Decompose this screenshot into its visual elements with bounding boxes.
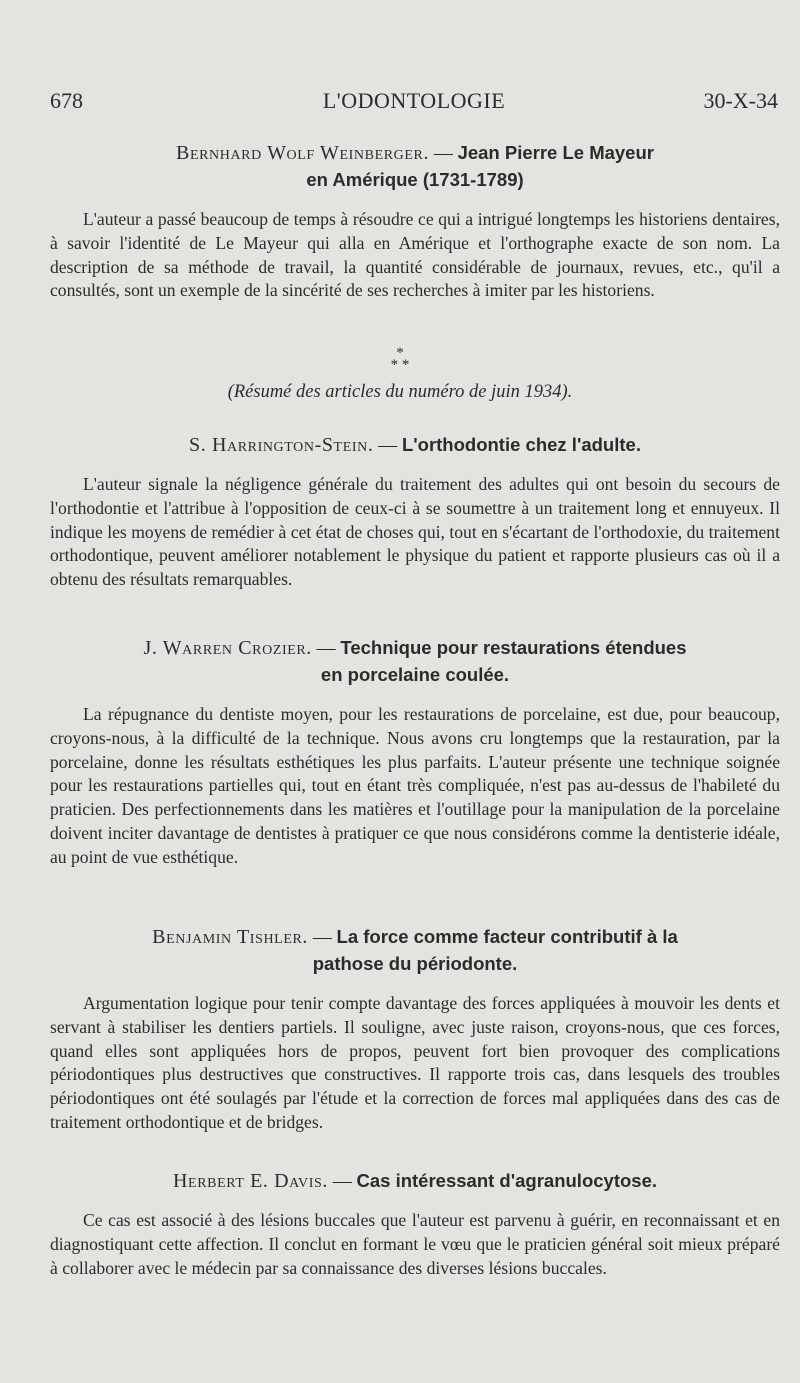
article-title: Jean Pierre Le Mayeur [457,142,654,163]
heading-dash: — [312,927,332,948]
heading-dash: — [316,638,336,659]
issue-date: 30-X-34 [703,88,778,113]
section-heading: (Résumé des articles du numéro de juin 1934). [227,382,573,402]
article-heading [50,140,780,194]
heading-dash: — [378,435,398,456]
article-author: Bernhard Wolf Weinberger. [176,142,430,164]
article-author: S. Harrington-Stein. [189,434,374,456]
heading-dash: — [332,1171,352,1192]
article-heading [50,1168,780,1195]
article-title: L'orthodontie chez l'adulte. [401,434,641,455]
article-heading [50,635,780,689]
article-summary: L'auteur signale la négligence générale du traitement des adultes qui ont besoin du secours de l'orthodontie et l'attribue à l'opposition de ceux-ci à se soumettre à un traitement long et ennuyeux. Il indique les moyens de remédier à cet état de choses qui, tout en s'écartant de l'orthodoxie, du traitement orthodontique, peuvent améliorer notablement le physique du patient et rapporte plusieurs cas où il a obtenu des résultats remarquables. [50,474,780,590]
article-author: Herbert E. Davis. [173,1170,328,1192]
page-number: 678 [50,88,83,113]
heading-dash: — [433,143,453,164]
article-harrington-stein [50,432,780,592]
asterism-top: * [396,345,404,361]
article-heading [50,924,780,978]
article-title-continued: en Amérique (1731-1789) [306,169,524,190]
article-title-continued: en porcelaine coulée. [320,664,510,685]
asterism-separator [0,347,800,371]
article-crozier [50,635,780,870]
running-title: L'ODONTOLOGIE [322,88,506,113]
article-summary: Ce cas est associé à des lésions buccales que l'auteur est parvenu à guérir, en reconnaissant et en diagnostiquant cette affection. Il conclut en formant le vœu que le praticien général soit mieux préparé à collaborer avec le médecin par sa connaissance des diverses lésions buccales. [50,1210,780,1278]
article-davis [50,1168,780,1280]
article-summary: L'auteur a passé beaucoup de temps à résoudre ce qui a intrigué longtemps les historiens dentaires, à savoir l'identité de Le Mayeur qui alla en Amérique et l'orthographe exacte de son nom. La description de sa méthode de travail, la quantité considérable de journaux, revues, etc., qu'il a consultés, sont un exemple de la sincérité de ses recherches à imiter par les historiens. [50,209,780,301]
article-summary: La répugnance du dentiste moyen, pour les restaurations de porcelaine, est due, pour beaucoup, croyons-nous, à la difficulté de la technique. Nous avons cru longtemps que la restauration, par la porcelaine, donne les résultats esthétiques les plus parfaits. L'auteur présente une technique soignée pour les restaurations partielles qui, tout en étant très compliquée, n'est pas au-dessus de l'habileté du praticien. Des perfectionnements dans les matières et l'outillage pour la manipulation de la porcelaine doivent inciter davantage de dentistes à pratiquer ce que nous considérons comme la dentisterie idéale, au point de vue esthétique. [50,704,780,867]
article-heading [50,432,780,459]
article-tishler [50,924,780,1135]
article-author: Benjamin Tishler. [152,926,309,948]
page-header [50,88,778,118]
article-weinberger [50,140,780,303]
article-title: Cas intéressant d'agranulocytose. [356,1170,657,1191]
article-title-continued: pathose du périodonte. [312,953,518,974]
article-summary: Argumentation logique pour tenir compte davantage des forces appliquées à mouvoir les dents et servant à stabiliser les dentiers partiels. Il souligne, avec juste raison, croyons-nous, que ces forces, quand elles sont appliquées hors de propos, peuvent fort bien provoquer des complications périodontiques plus destructives que constructives. Il rapporte trois cas, dans lesquels des troubles périodontiques ont été soulagés par l'étude et la correction de forces mal appliquées dans des cas de traitement orthodontique et de bridges. [50,993,780,1132]
article-author: J. Warren Crozier. [143,637,312,659]
asterism-bottom: * * [390,357,410,373]
article-title: La force comme facteur contributif à la [336,926,678,947]
article-title: Technique pour restaurations étendues [340,637,687,658]
